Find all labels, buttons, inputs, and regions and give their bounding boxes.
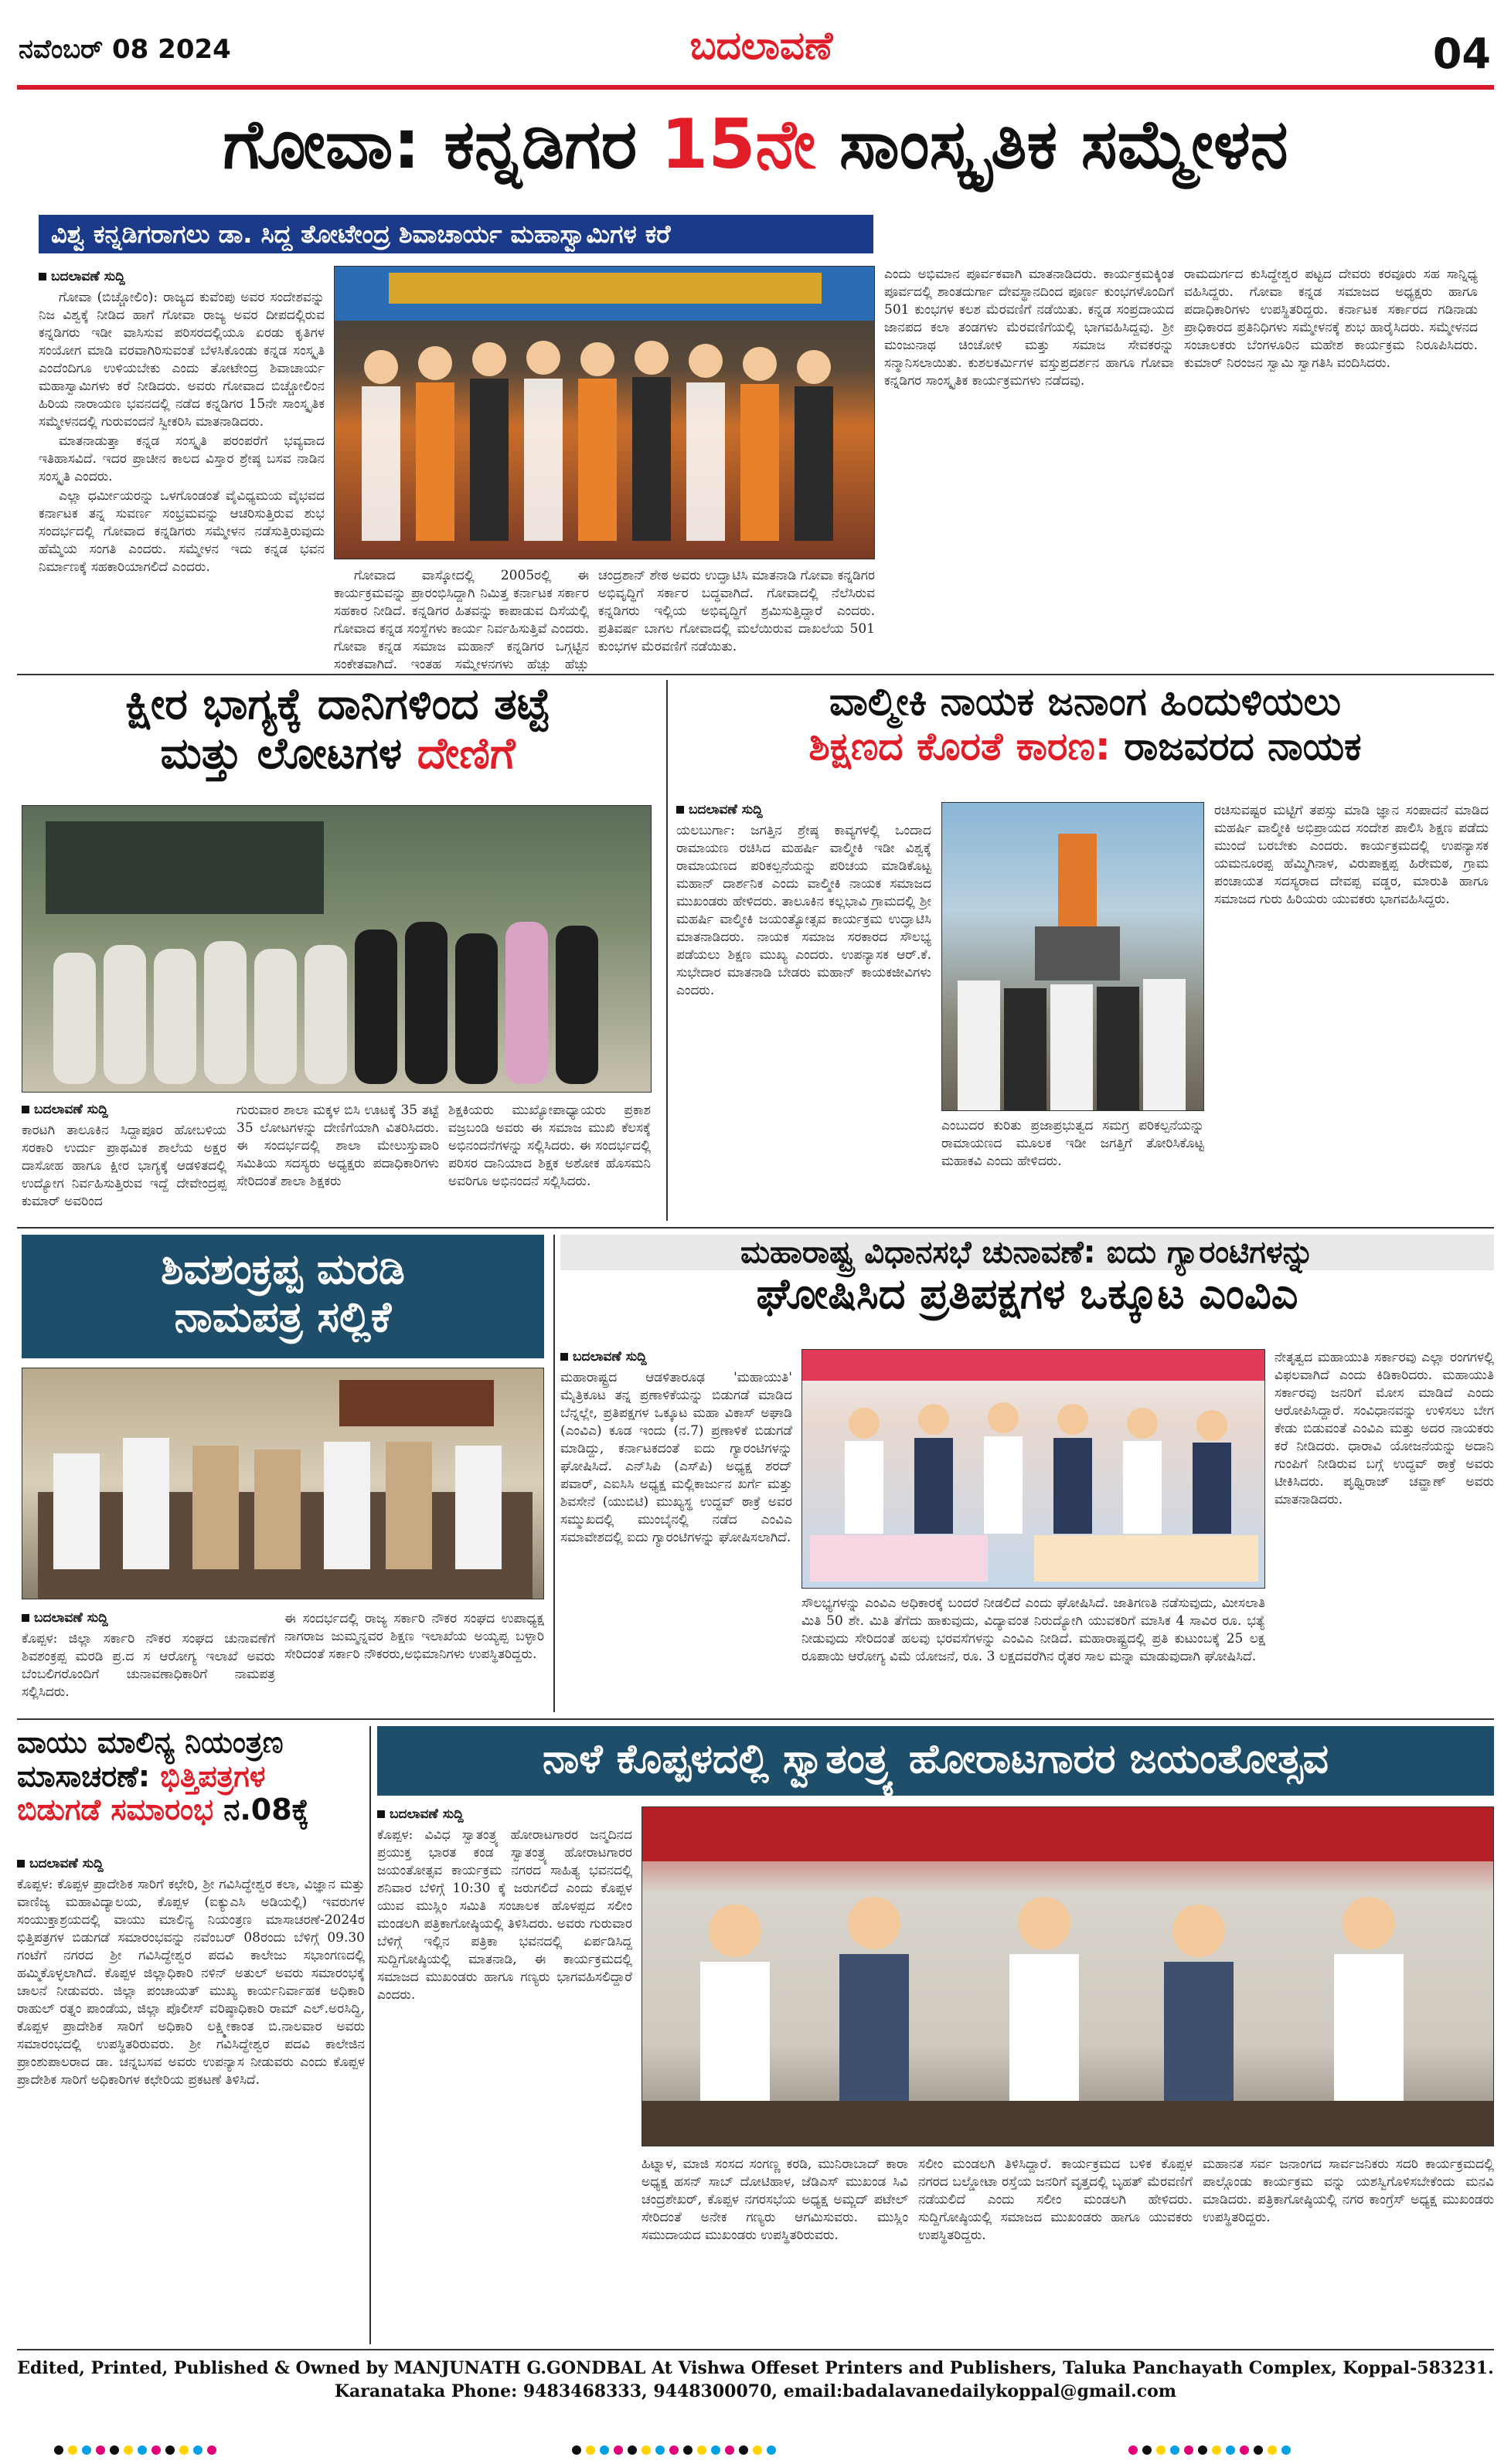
article-column: ನೇತೃತ್ವದ ಮಹಾಯುತಿ ಸರ್ಕಾರವು ಎಲ್ಲಾ ರಂಗಗಳಲ್ಲಿ ವಿಫಲವಾಗಿದೆ ಎಂದು ಕಿಡಿಕಾರಿದರು. ಮಹಾಯುತಿ ಸರ್ಕಾರವು ಜನರಿಗೆ ಮೋಸ ಮಾಡಿದೆ ಎಂದು ಆರೋಪಿಸಿದ್ದಾರೆ. ಸಂವಿಧಾನವನ್ನು ಉಳಿಸಲು ಬೇಗ ಕೇಡು ಬಿಡುವಂತೆ ಎಂವಿಎ ಮತ್ತು ಅದರ ನಾಯಕರು ಕರೆ ನೀಡಿದರು. ಧಾರಾವಿ ಯೋಜನೆಯನ್ನು ಅದಾನಿ ಗುಂಪಿಗೆ ನೀಡಿರುವ ಬಗ್ಗೆ ಉದ್ಧವ್ ಠಾಕ್ರೆ ಅವರು ಟೀಕಿಸಿದರು. ಪೃಥ್ವಿರಾಜ್ ಚವ್ಹಾಣ್ ಅವರು ಮಾತನಾಡಿದರು.	[1274, 1350, 1494, 1507]
story-valmiki-community	[676, 680, 1494, 1221]
story-subhead: ವಿಶ್ವ ಕನ್ನಡಿಗರಾಗಲು ಡಾ. ಸಿದ್ದ ತೋಟೇಂದ್ರ ಶಿವಾಚಾರ್ಯ ಮಹಾಸ್ವಾಮಿಗಳ ಕರೆ	[39, 215, 873, 253]
story-headline: ಗೋವಾ: ಕನ್ನಡಿಗರ 15ನೇ ಸಾಂಸ್ಕೃತಿಕ ಸಮ್ಮೇಳನ	[223, 104, 1288, 184]
article-column: ಚಂದ್ರಶಾನ್ ಶೇಠ ಅವರು ಉದ್ಘಾಟಿಸಿ ಮಾತನಾಡಿ ಗೋವಾ ಕನ್ನಡಿಗರ ಅಭಿವೃದ್ಧಿಗೆ ಸರ್ಕಾರ ಬದ್ಧವಾಗಿದೆ. ಗೋವಾದಲ್ಲಿ ನೆಲೆಸಿರುವ ಕನ್ನಡಿಗರು ಇಲ್ಲಿಯ ಅಭಿವೃದ್ಧಿಗೆ ಶ್ರಮಿಸುತ್ತಿದ್ದಾರೆ ಎಂದರು. ಪ್ರತಿವರ್ಷ ಬಾಗಲ ಗೋವಾದಲ್ಲಿ ಮಲೆಯಿರುವ ದಾಖಲೆಯ 501 ಕುಂಭಗಳ ಮೆರವಣಿಗೆ ನಡೆಯಿತು.	[598, 568, 875, 654]
footer-imprint-line2: Karanataka Phone: 9483468333, 9448300070, email:badalavanedailykoppal@gmail.com	[334, 2381, 1177, 2401]
article-photo-rally	[801, 1349, 1265, 1589]
section-rule	[17, 1227, 1494, 1229]
story-headline: ಕ್ಷೀರ ಭಾಗ್ಯಕ್ಕೆ ದಾನಿಗಳಿಂದ ತಟ್ಟೆ ಮತ್ತು ಲೋಟಗಳ ದೇಣಿಗೆ	[125, 679, 550, 780]
registration-marks-center	[572, 2443, 1036, 2459]
column-divider	[369, 1726, 371, 2344]
article-photo-press	[641, 1806, 1494, 2146]
story-headline: ನಾಳೆ ಕೊಪ್ಪಳದಲ್ಲಿ ಸ್ವಾತಂತ್ರ್ಯ ಹೋರಾಟಗಾರರ ಜಯಂತೋತ್ಸವ	[543, 1736, 1329, 1783]
byline: ಬದಲಾವಣೆ ಸುದ್ದಿ	[560, 1349, 647, 1365]
masthead-rule	[17, 85, 1494, 90]
article-column: ಕೊಪ್ಪಳ: ವಿವಿಧ ಸ್ವಾತಂತ್ರ್ಯ ಹೋರಾಟಗಾರರ ಜನ್ಮದಿನದ ಪ್ರಯುಕ್ತ ಭಾರತ ಕಂಡ ಸ್ವಾತಂತ್ರ್ಯ ಹೋರಾಟಗಾರರ ಜಯಂತೋತ್ಸವ ಕಾರ್ಯಕ್ರಮ ನಗರದ ಸಾಹಿತ್ಯ ಭವನದಲ್ಲಿ ಶನಿವಾರ ಬೆಳಿಗ್ಗೆ 10:30 ಕ್ಕೆ ಜರುಗಲಿದೆ ಎಂದು ಕೊಪ್ಪಳ ಯುವ ಮುಸ್ಲಿಂ ಸಮಿತಿ ಸಂಚಾಲಕ ಹೊಳಪ್ಪದ ಸಲೀಂ ಮಂಡಲಗಿ ಪತ್ರಿಕಾಗೋಷ್ಠಿಯಲ್ಲಿ ತಿಳಿಸಿದರು. ಅವರು ಗುರುವಾರ ಬೆಳಿಗ್ಗೆ ಇಲ್ಲಿನ ಪತ್ರಿಕಾ ಭವನದಲ್ಲಿ ಏರ್ಪಡಿಸಿದ್ದ ಸುದ್ದಿಗೋಷ್ಠಿಯಲ್ಲಿ ಮಾತನಾಡಿ, ಈ ಕಾರ್ಯಕ್ರಮದಲ್ಲಿ ಸಮಾಜದ ಮುಖಂಡರು ಹಾಗೂ ಗಣ್ಯರು ಭಾಗವಹಿಸಲಿದ್ದಾರೆ ಎಂದರು.	[377, 1827, 632, 2003]
story-headline: ವಾಯು ಮಾಲಿನ್ಯ ನಿಯಂತ್ರಣ ಮಾಸಾಚರಣೆ: ಭಿತ್ತಿಪತ್ರಗಳ ಬಿಡುಗಡೆ ಸಮಾರಂಭ ನ.08ಕ್ಕೆ	[17, 1725, 309, 1827]
article-column: ಯಲಬುರ್ಗಾ: ಜಗತ್ತಿನ ಶ್ರೇಷ್ಠ ಕಾವ್ಯಗಳಲ್ಲಿ ಒಂದಾದ ರಾಮಾಯಣ ರಚಿಸಿದ ಮಹರ್ಷಿ ವಾಲ್ಮೀಕಿ ಇಡೀ ವಿಶ್ವಕ್ಕೆ ರಾಮಾಯಣದ ಪರಿಕಲ್ಪನೆಯನ್ನು ಪರಿಚಯ ಮಾಡಿಕೊಟ್ಟ ಮಹಾನ್ ದಾರ್ಶನಿಕ ಎಂದು ವಾಲ್ಮೀಕಿ ನಾಯಕ ಸಮಾಜದ ಮುಖಂಡರು ಹೇಳಿದರು. ತಾಲೂಕಿನ ಕಲ್ಲಭಾವಿ ಗ್ರಾಮದಲ್ಲಿ ಶ್ರೀ ಮಹರ್ಷಿ ವಾಲ್ಮೀಕಿ ಜಯಂತ್ಯೋತ್ಸವ ಕಾರ್ಯಕ್ರಮ ಉದ್ಘಾಟಿಸಿ ಮಾತನಾಡಿದರು. ನಾಯಕ ಸಮಾಜ ಸರಕಾರದ ಸೌಲಭ್ಯ ಪಡೆಯಲು ಶಿಕ್ಷಣ ಮುಖ್ಯ ಎಂದರು. ಉಪನ್ಯಾಸಕ ಆರ್.ಕೆ. ಸುಭೇದಾರ ಮಾತನಾಡಿ ಬೇಡರು ಮಹಾನ್ ಕಾಯಕಜೀವಿಗಳು ಎಂದರು.	[676, 823, 931, 998]
byline: ಬದಲಾವಣೆ ಸುದ್ದಿ	[39, 269, 125, 284]
article-photo-office	[22, 1368, 544, 1599]
article-column: ಮಹಾನತ ಸರ್ವ ಜನಾಂಗದ ಸಾರ್ವಜನಿಕರು ಸದರಿ ಕಾರ್ಯಕ್ರಮದಲ್ಲಿ ಪಾಲ್ಗೊಂಡು ಕಾರ್ಯಕ್ರಮ ವನ್ನು ಯಶಸ್ವಿಗೊಳಿಸಬೇಕೆಂದು ಮನವಿ ಮಾಡಿದರು. ಪತ್ರಿಕಾಗೋಷ್ಠಿಯಲ್ಲಿ ನಗರ ಕಾಂಗ್ರೆಸ್ ಅಧ್ಯಕ್ಷ ಮುಖಂಡರು ಉಪಸ್ಥಿತರಿದ್ದರು.	[1203, 2156, 1494, 2225]
masthead	[0, 0, 1511, 97]
story-headline: ಶಿವಶಂಕ್ರಪ್ಪ ಮರಡಿ ನಾಮಪತ್ರ ಸಲ್ಲಿಕೆ	[161, 1245, 405, 1342]
valmiki-statue-photo	[942, 803, 1204, 1111]
registration-marks-left	[54, 2443, 518, 2459]
article-column: ರಾಮದುರ್ಗದ ಕುಸಿದ್ಧೇಶ್ವರ ಪಟ್ಟದ ದೇವರು ಕರವೂರು ಸಹ ಸಾನ್ನಿಧ್ಯ ವಹಿಸಿದ್ದರು. ಗೋವಾ ಕನ್ನಡ ಸಮಾಜದ ಅಧ್ಯಕ್ಷರು ಹಾಗೂ ಪದಾಧಿಕಾರಿಗಳು ಉಪಸ್ಥಿತರಿದ್ದರು. ಕರ್ನಾಟಕ ಸರ್ಕಾರದ ಗಡಿನಾಡು ಪ್ರಾಧಿಕಾರದ ಪ್ರತಿನಿಧಿಗಳು ಸಮ್ಮೇಳನಕ್ಕೆ ಶುಭ ಹಾರೈಸಿದರು. ಸಮ್ಮೇಳನದ ಸಂಚಾಲಕರು ಬೆಂಗಳೂರಿನ ಮಹೇಶ ಕಾರ್ಯಕ್ರಮ ನಿರೂಪಿಸಿದರು. ಕುಮಾರ್ ನಿರಂಜನ ಸ್ವಾಮಿ ಸ್ವಾಗತಿಸಿ ವಂದಿಸಿದರು.	[1184, 267, 1478, 371]
article-column: ಸಲೀಂ ಮಂಡಲಗಿ ತಿಳಿಸಿದ್ದಾರೆ. ಕಾರ್ಯಕ್ರಮದ ಬಳಿಕ ಕೊಪ್ಪಳ ನಗರದ ಬಲ್ಡೋಟಾ ರಸ್ತೆಯ ಜನರಿಗೆ ವೃತ್ತದಲ್ಲಿ ಬೃಹತ್ ಮೆರವಣಿಗೆ ನಡೆಯಲಿದೆ ಎಂದು ಸಲೀಂ ಮಂಡಲಗಿ ಹೇಳಿದರು. ಸುದ್ದಿಗೋಷ್ಠಿಯಲ್ಲಿ ಸಮಾಜದ ಮುಖಂಡರು ಹಾಗೂ ಯುವಕರು ಉಪಸ್ಥಿತರಿದ್ದರು.	[918, 2156, 1193, 2243]
article-column: ಈ ಸಂದರ್ಭದಲ್ಲಿ ರಾಜ್ಯ ಸರ್ಕಾರಿ ನೌಕರ ಸಂಘದ ಉಪಾಧ್ಯಕ್ಷ ನಾಗರಾಜ ಜುಮ್ಮನ್ನವರ ಶಿಕ್ಷಣ ಇಲಾಖೆಯ ಅಯ್ಯಪ್ಪ ಬಳ್ಳಾರಿ ಸೇರಿದಂತೆ ಸರ್ಕಾರಿ ನೌಕರರು,ಅಭಿಮಾನಿಗಳು ಉಪಸ್ಥಿತರಿದ್ದರು.	[284, 1611, 544, 1662]
story-nomination-filing	[17, 1235, 549, 1712]
byline: ಬದಲಾವಣೆ ಸುದ್ದಿ	[377, 1806, 464, 1822]
article-photo-school	[22, 805, 652, 1093]
article-column: ಎಂದು ಅಭಿಮಾನ ಪೂರ್ವಕವಾಗಿ ಮಾತನಾಡಿದರು. ಕಾರ್ಯಕ್ರಮಕ್ಕಿಂತ ಪೂರ್ವದಲ್ಲಿ ಶಾಂತದುರ್ಗಾ ದೇವಸ್ಥಾನದಿಂದ ಪೂರ್ಣ ಕುಂಭಗಳೊಂದಿಗೆ 501 ಕುಂಭಗಳ ಕಲಶ ಮೆರವಣಿಗೆ ನಡೆಯಿತು. ಕನ್ನಡ ಸಂಪ್ರದಾಯದ ಜಾನಪದ ಕಲಾ ತಂಡಗಳು ಮೆರವಣಿಗೆಯಲ್ಲಿ ಭಾಗವಹಿಸಿದ್ದವು. ಶ್ರೀ ಮಂಜುನಾಥ ಚಿಂಚೋಳಿ ಮತ್ತು ಸಮಾಜ ಸೇವಕರನ್ನು ಸನ್ಮಾನಿಸಲಾಯಿತು. ಕುಶಲಕರ್ಮಿಗಳ ವಸ್ತುಪ್ರದರ್ಶನ ಹಾಗೂ ಗೋವಾ ಕನ್ನಡಿಗರ ಸಾಂಸ್ಕೃತಿಕ ಕಾರ್ಯಕ್ರಮಗಳು ನಡೆದವು.	[884, 267, 1174, 389]
school-children-photo	[22, 806, 652, 1093]
page-number: 04	[1432, 29, 1491, 78]
byline: ಬದಲಾವಣೆ ಸುದ್ದಿ	[22, 1102, 108, 1117]
mva-leaders-photo	[802, 1350, 1265, 1589]
story-milk-scheme-donation	[17, 680, 659, 1221]
registration-marks-right	[1128, 2443, 1468, 2459]
article-column: ಗೋವಾ (ಬಿಚ್ಚೋಲಿಂ): ರಾಜ್ಯದ ಕುವೆಂಪು ಅವರ ಸಂದೇಶವನ್ನು ನಿಜ ವಿಶ್ವಕ್ಕೆ ನೀಡಿದ ಹಾಗೆ ಗೋವಾ ರಾಜ್ಯ ಅವರ ದೀಪದಲ್ಲಿರುವ ಕನ್ನಡಿಗರು ಇಡೀ ವಾಸಿಸುವ ಪರಿಸರದಲ್ಲಿಯೂ ಏರಡು ಕೃತಿಗಳ ಸಂಯೋಗ ಮಾಡಿ ವರವಾಗಿರಿಸುವಂತೆ ಬೆಳಸಿಕೊಂಡು ಕನ್ನಡ ಸಂಸ್ಕೃತಿ ಎಂದೆಂದಿಗೂ ಉಳಿಯಬೇಕು ಎಂದು ತೋಟೇಂದ್ರ ಶಿವಾಚಾರ್ಯ ಮಹಾಸ್ವಾಮಿಗಳು ಕರೆ ನೀಡಿದರು. ಅವರು ಗೋವಾದ ಬಿಚ್ಚೋಲಿಂನ ಹಿರಿಯ ನಾರಾಯಣ ಭವನದಲ್ಲಿ ನಡೆದ ಕನ್ನಡಿಗರ 15ನೇ ಸಾಂಸ್ಕೃತಿಕ ಸಮ್ಮೇಳನದಲ್ಲಿ ಗುರುವಂದನೆ ಸ್ವೀಕರಿಸಿ ಮಾತನಾಡಿದರು. ಮಾತನಾಡುತ್ತಾ ಕನ್ನಡ ಸಂಸ್ಕೃತಿ ಪರಂಪರೆಗೆ ಭವ್ಯವಾದ ಇತಿಹಾಸವಿದೆ. ಇದರ ಪ್ರಾಚೀನ ಕಾಲದ ವಿಸ್ತಾರ ಶ್ರೇಷ್ಠ ಬಸವ ನಾಡಿನ ಸಂಸ್ಕೃತಿ ಎಂದರು. ಎಲ್ಲಾ ಧರ್ಮೀಯರನ್ನು ಒಳಗೊಂಡಂತೆ ವೈವಿಧ್ಯಮಯ ವೈಭವದ ಕರ್ನಾಟಕ ತನ್ನ ಸುವರ್ಣ ಸಂಭ್ರಮವನ್ನು ಆಚರಿಸುತ್ತಿರುವ ಶುಭ ಸಂದರ್ಭದಲ್ಲಿ ಗೋವಾದ ಕನ್ನಡಿಗರು ಸಮ್ಮೇಳನ ನಡೆಸುತ್ತಿರುವುದು ಹೆಮ್ಮೆಯ ಸಂಗತಿ ಎಂದರು. ಸಮ್ಮೇಳನ ಇದು ಕನ್ನಡ ಭವನ ನಿರ್ಮಾಣಕ್ಕೆ ಸಹಕಾರಿಯಾಗಲಿದೆ ಎಂದರು.	[39, 290, 325, 575]
article-column: ಕೊಪ್ಪಳ: ಜಿಲ್ಲಾ ಸರ್ಕಾರಿ ನೌಕರ ಸಂಘದ ಚುನಾವಣೆಗೆ ಶಿವಶಂಕ್ರಪ್ಪ ಮರಡಿ ಪ್ರ.ದ ಸ ಆರೋಗ್ಯ ಇಲಾಖೆ ಅವರು ಬೆಂಬಲಿಗರೊಂದಿಗೆ ಚುನಾವಣಾಧಿಕಾರಿಗೆ ನಾಮಪತ್ರ ಸಲ್ಲಿಸಿದರು.	[22, 1631, 275, 1700]
article-column: ಗೋವಾದ ವಾಸ್ಕೋದಲ್ಲಿ 2005ರಲ್ಲಿ ಈ ಕಾರ್ಯಕ್ರಮವನ್ನು ಪ್ರಾರಂಭಿಸಿದ್ದಾಗಿ ನಿಮಿತ್ತ ಕರ್ನಾಟಕ ಸರ್ಕಾರ ಸಹಕಾರ ನೀಡಿದೆ. ಕನ್ನಡಿಗರ ಹಿತವನ್ನು ಕಾಪಾಡುವ ದಿಸೆಯಲ್ಲಿ ಗೋವಾದ ಕನ್ನಡ ಸಂಸ್ಥೆಗಳು ಕಾರ್ಯ ನಿರ್ವಹಿಸುತ್ತಿವೆ ಎಂದರು. ಗೋವಾ ಕನ್ನಡ ಸಮಾಜ ಮಹಾನ್ ಕನ್ನಡಿಗರ ಒಗ್ಗಟ್ಟಿನ ಸಂಕೇತವಾಗಿದೆ. ಇಂತಹ ಸಮ್ಮೇಳನಗಳು ಹೆಚ್ಚು ಹೆಚ್ಚು	[334, 568, 589, 671]
section-rule	[17, 1718, 1494, 1720]
story-headline: ವಾಲ್ಮೀಕಿ ನಾಯಕ ಜನಾಂಗ ಹಿಂದುಳಿಯಲು ಶಿಕ್ಷಣದ ಕೊರತೆ ಕಾರಣ: ರಾಜವರದ ನಾಯಕ	[808, 679, 1362, 769]
article-column: ಗುರುವಾರ ಶಾಲಾ ಮಕ್ಕಳ ಬಿಸಿ ಊಟಕ್ಕೆ 35 ತಟ್ಟೆ 35 ಲೋಟಗಳನ್ನು ದೇಣಿಗೆಯಾಗಿ ವಿತರಿಸಿದರು. ಈ ಸಂದರ್ಭದಲ್ಲಿ ಶಾಲಾ ಮೇಲುಸ್ತುವಾರಿ ಸಮಿತಿಯ ಸದಸ್ಯರು ಅಧ್ಯಕ್ಷರು ಪದಾಧಿಕಾರಿಗಳು ಸೇರಿದಂತೆ ಶಾಲಾ ಶಿಕ್ಷಕರು	[237, 1103, 439, 1189]
article-column: ಮಹಾರಾಷ್ಟ್ರದ ಆಡಳಿತಾರೂಢ 'ಮಹಾಯುತಿ' ಮೈತ್ರಿಕೂಟ ತನ್ನ ಪ್ರಣಾಳಿಕೆಯನ್ನು ಬಿಡುಗಡೆ ಮಾಡಿದ ಬೆನ್ನಲ್ಲೇ, ಪ್ರತಿಪಕ್ಷಗಳ ಒಕ್ಕೂಟ ಮಹಾ ವಿಕಾಸ್ ಅಘಾಡಿ (ಎಂವಿಎ) ಕೂಡ ಇಂದು (ನ.7) ಪ್ರಣಾಳಿಕೆ ಬಿಡುಗಡೆ ಮಾಡಿದ್ದು, ಕರ್ನಾಟಕದಂತೆ ಐದು ಗ್ಯಾರಂಟಿಗಳನ್ನು ಘೋಷಿಸಿದೆ. ಎನ್‌ಸಿಪಿ (ಎಸ್‌ಪಿ) ಅಧ್ಯಕ್ಷ ಶರದ್ ಪವಾರ್, ಎಐಸಿಸಿ ಅಧ್ಯಕ್ಷ ಮಲ್ಲಿಕಾರ್ಜುನ ಖರ್ಗೆ ಮತ್ತು ಶಿವಸೇನೆ (ಯುಬಿಟಿ) ಮುಖ್ಯಸ್ಥ ಉದ್ಧವ್ ಠಾಕ್ರೆ ಅವರ ಸಮ್ಮುಖದಲ್ಲಿ ಮುಂಬೈನಲ್ಲಿ ನಡೆದ ಎಂವಿಎ ಸಮಾವೇಶದಲ್ಲಿ ಐದು ಗ್ಯಾರಂಟಿಗಳನ್ನು ಘೋಷಿಸಲಾಗಿದೆ.	[560, 1370, 792, 1545]
press-meet-photo	[642, 1807, 1494, 2146]
byline: ಬದಲಾವಣೆ ಸುದ್ದಿ	[22, 1610, 108, 1626]
article-column: ರಚಿಸುವಷ್ಟರ ಮಟ್ಟಿಗೆ ತಪಸ್ಸು ಮಾಡಿ ಜ್ಞಾನ ಸಂಪಾದನೆ ಮಾಡಿದ ಮಹರ್ಷಿ ವಾಲ್ಮೀಕಿ ಅಭಿಪ್ರಾಯದ ಸಂದೇಶ ಪಾಲಿಸಿ ಶಿಕ್ಷಣ ಪಡೆದು ಮುಂದೆ ಬರಬೇಕು ಎಂದರು. ಕಾರ್ಯಕ್ರಮದಲ್ಲಿ ಉಪನ್ಯಾಸಕ ಯಮನೂರಪ್ಪ ಹೆಮ್ಮಿಗಿನಾಳ, ವಿರುಪಾಕ್ಷಪ್ಪ ಹಿರೇಮಠ, ಗ್ರಾಮ ಪಂಚಾಯತ ಸದಸ್ಯರಾದ ದೇವಪ್ಪ ವಡ್ಡರ, ಮಾರುತಿ ಹಾಗೂ ಸಮಾಜದ ಗುರು ಹಿರಿಯರು ಯುವಕರು ಭಾಗವಹಿಸಿದ್ದರು.	[1214, 803, 1489, 907]
article-column: ಸೌಲಭ್ಯಗಳನ್ನು ಎಂವಿಎ ಅಧಿಕಾರಕ್ಕೆ ಬಂದರೆ ನೀಡಲಿದೆ ಎಂದು ಘೋಷಿಸಿದೆ. ಜಾತಿಗಣತಿ ನಡೆಸುವುದು, ಮೀಸಲಾತಿ ಮಿತಿ 50 ಶೇ. ಮಿತಿ ತೆಗೆದು ಹಾಕುವುದು, ವಿದ್ಯಾವಂತ ನಿರುದ್ಯೋಗಿ ಯುವಕರಿಗೆ ಮಾಸಿಕ 4 ಸಾವಿರ ರೂ. ಭತ್ಯೆ ನೀಡುವುದು ಸೇರಿದಂತೆ ಹಲವು ಭರವಸೆಗಳನ್ನು ಎಂವಿಎ ನೀಡಿದೆ. ಮಹಾರಾಷ್ಟ್ರದಲ್ಲಿ ಪ್ರತಿ ಕುಟುಂಬಕ್ಕೆ 25 ಲಕ್ಷ ರೂಪಾಯಿ ಆರೋಗ್ಯ ವಿಮೆ ಯೋಜನೆ, ರೂ. 3 ಲಕ್ಷದವರೆಗಿನ ರೈತರ ಸಾಲ ಮನ್ನಾ ಮಾಡುವುದಾಗಿ ಘೋಷಿಸಿದೆ.	[801, 1596, 1265, 1664]
article-column: ಕೊಪ್ಪಳ: ಕೊಪ್ಪಳ ಪ್ರಾದೇಶಿಕ ಸಾರಿಗೆ ಕಛೇರಿ, ಶ್ರೀ ಗವಿಸಿದ್ಧೇಶ್ವರ ಕಲಾ, ವಿಜ್ಞಾನ ಮತ್ತು ವಾಣಿಜ್ಯ ಮಹಾವಿದ್ಯಾಲಯ, ಕೊಪ್ಪಳ (ಐಕ್ಯುಎಸಿ ಅಡಿಯಲ್ಲಿ) ಇವರುಗಳ ಸಂಯುಕ್ತಾಶ್ರಯದಲ್ಲಿ ವಾಯು ಮಾಲಿನ್ಯ ನಿಯಂತ್ರಣ ಮಾಸಾಚರಣೆ-2024ರ ಭಿತ್ತಿಪತ್ರಗಳ ಬಿಡುಗಡೆ ಸಮಾರಂಭವನ್ನು ನವೆಂಬರ್ 08ರಂದು ಬೆಳಿಗ್ಗೆ 09.30 ಗಂಟೆಗೆ ನಗರದ ಶ್ರೀ ಗವಿಸಿದ್ಧೇಶ್ವರ ಪದವಿ ಕಾಲೇಜು ಸಭಾಂಗಣದಲ್ಲಿ ಹಮ್ಮಿಕೊಳ್ಳಲಾಗಿದೆ. ಕೊಪ್ಪಳ ಜಿಲ್ಲಾಧಿಕಾರಿ ನಳಿನ್ ಅತುಲ್ ಅವರು ಸಮಾರಂಭಕ್ಕೆ ಚಾಲನೆ ನೀಡುವರು. ಜಿಲ್ಲಾ ಪಂಚಾಯತ್ ಮುಖ್ಯ ಕಾರ್ಯನಿರ್ವಾಹಕ ಅಧಿಕಾರಿ ರಾಹುಲ್ ರತ್ನಂ ಪಾಂಡೆಯ, ಜಿಲ್ಲಾ ಪೊಲೀಸ್ ವರಿಷ್ಠಾಧಿಕಾರಿ ರಾಮ್ ಎಲ್.ಅರಸಿದ್ಧಿ, ಕೊಪ್ಪಳ ಪ್ರಾದೇಶಿಕ ಸಾರಿಗೆ ಅಧಿಕಾರಿ ಲಕ್ಷ್ಮೀಕಾಂತ ಬಿ.ನಾಲವಾರ ಅವರು ಸಮಾರಂಭದಲ್ಲಿ ಉಪಸ್ಥಿತರಿರುವರು. ಶ್ರೀ ಗವಿಸಿದ್ಧೇಶ್ವರ ಪದವಿ ಕಾಲೇಜಿನ ಪ್ರಾಂಶುಪಾಲರಾದ ಡಾ. ಚನ್ನಬಸವ ಅವರು ಉಪನ್ಯಾಸ ನೀಡುವರು ಎಂದು ಕೊಪ್ಪಳ ಪ್ರಾದೇಶಿಕ ಸಾರಿಗೆ ಅಧಿಕಾರಿಗಳ ಕಛೇರಿಯ ಪ್ರಕಟಣೆ ತಿಳಿಸಿದೆ.	[17, 1877, 365, 2088]
story-headline: ಮಹಾರಾಷ್ಟ್ರ ವಿಧಾನಸಭೆ ಚುನಾವಣೆ: ಐದು ಗ್ಯಾರಂಟಿಗಳನ್ನು ಘೋಷಿಸಿದ ಪ್ರತಿಪಕ್ಷಗಳ ಒಕ್ಕೂಟ ಎಂವಿಎ	[560, 1235, 1494, 1318]
column-divider	[666, 680, 668, 1221]
article-photo-valmiki	[941, 802, 1204, 1111]
footer-imprint-line1: Edited, Printed, Published & Owned by MANJUNATH G.GONDBAL At Vishwa Offeset Printers and Publishers, Taluka Panchayath Complex, Koppal-583231.	[17, 2358, 1494, 2378]
story-air-pollution-month	[17, 1726, 365, 2344]
headline-highlight: 15ನೇ	[660, 104, 816, 184]
article-photo-stage	[334, 266, 875, 559]
nomination-group-photo	[22, 1368, 544, 1599]
article-column: ಕಾರಟಗಿ ತಾಲೂಕಿನ ಸಿದ್ದಾಪೂರ ಹೋಬಳಿಯ ಸರಕಾರಿ ಉರ್ದು ಪ್ರಾಥಮಿಕ ಶಾಲೆಯ ಅಕ್ಷರ ದಾಸೋಹ ಹಾಗೂ ಕ್ಷೀರ ಭಾಗ್ಯಕ್ಕೆ ಆಡಳಿತದಲ್ಲಿ ಉದ್ಯೋಗ ನಿರ್ವಹಿಸುತ್ತಿರುವ ಇದ್ದೆ ದೇವೇಂದ್ರಪ್ಪ ಕುಮಾರ್ ಅವರಿಂದ	[22, 1123, 226, 1209]
article-column: ಶಿಕ್ಷಕಿಯರು ಮುಖ್ಯೋಪಾಧ್ಯಾಯರು ಪ್ರಕಾಶ ವಜ್ರಬಂಡಿ ಅವರು ಈ ಸಮಾಜ ಮುಖಿ ಕೆಲಸಕ್ಕೆ ಅಭಿನಂದನೆಗಳನ್ನು ಸಲ್ಲಿಸಿದರು. ಈ ಸಂದರ್ಭದಲ್ಲಿ ಪರಿಸರ ದಾನಿಯಾದ ಶಿಕ್ಷಕ ಅಶೋಕ ಹೊಸಮನಿ ಅವರಿಗೂ ಅಭಿನಂದನೆ ಸಲ್ಲಿಸಿದರು.	[448, 1103, 651, 1189]
masthead-date: ನವೆಂಬರ್ 08 2024	[19, 34, 231, 65]
story-maharashtra-election	[560, 1235, 1494, 1712]
footer-rule	[17, 2349, 1494, 2350]
article-column: ಹಿಟ್ನಾಳ, ಮಾಜಿ ಸಂಸದ ಸಂಗಣ್ಣ ಕರಡಿ, ಮುನಿರಾಬಾದ್ ಕಾರಾ ಅಧ್ಯಕ್ಷ ಹಸನ್ ಸಾಬ್ ದೋಟಿಹಾಳ, ಜೆಡಿಎಸ್ ಮುಖಂಡ ಸಿವಿ ಚಂದ್ರಶೇಖರ್, ಕೊಪ್ಪಳ ನಗರಸಭೆಯ ಅಧ್ಯಕ್ಷ ಅಮ್ಜದ್ ಪಟೇಲ್ ಸೇರಿದಂತೆ ಅನೇಕ ಗಣ್ಯರು ಆಗಮಿಸುವರು. ಮುಸ್ಲಿಂ ಸಮುದಾಯದ ಮುಖಂಡರು ಉಪಸ್ಥಿತರಿರುವರು.	[641, 2156, 908, 2243]
story-freedom-fighters-jayanti	[377, 1726, 1494, 2344]
article-column: ಎಂಬುದರ ಕುರಿತು ಪ್ರಜಾಪ್ರಭುತ್ವದ ಸಮಗ್ರ ಪರಿಕಲ್ಪನೆಯನ್ನು ರಾಮಾಯಣದ ಮೂಲಕ ಇಡೀ ಜಗತ್ತಿಗೆ ತೋರಿಸಿಕೊಟ್ಟ ಮಹಾಕವಿ ಎಂದು ಹೇಳಿದರು.	[941, 1118, 1204, 1169]
story-goa-conference	[17, 97, 1494, 675]
byline: ಬದಲಾವಣೆ ಸುದ್ದಿ	[676, 802, 763, 817]
byline: ಬದಲಾವಣೆ ಸುದ್ದಿ	[17, 1856, 104, 1871]
paper-name: ಬದಲಾವಣೆ	[689, 23, 833, 68]
stage-group-photo	[335, 267, 875, 559]
column-divider	[553, 1235, 555, 1712]
